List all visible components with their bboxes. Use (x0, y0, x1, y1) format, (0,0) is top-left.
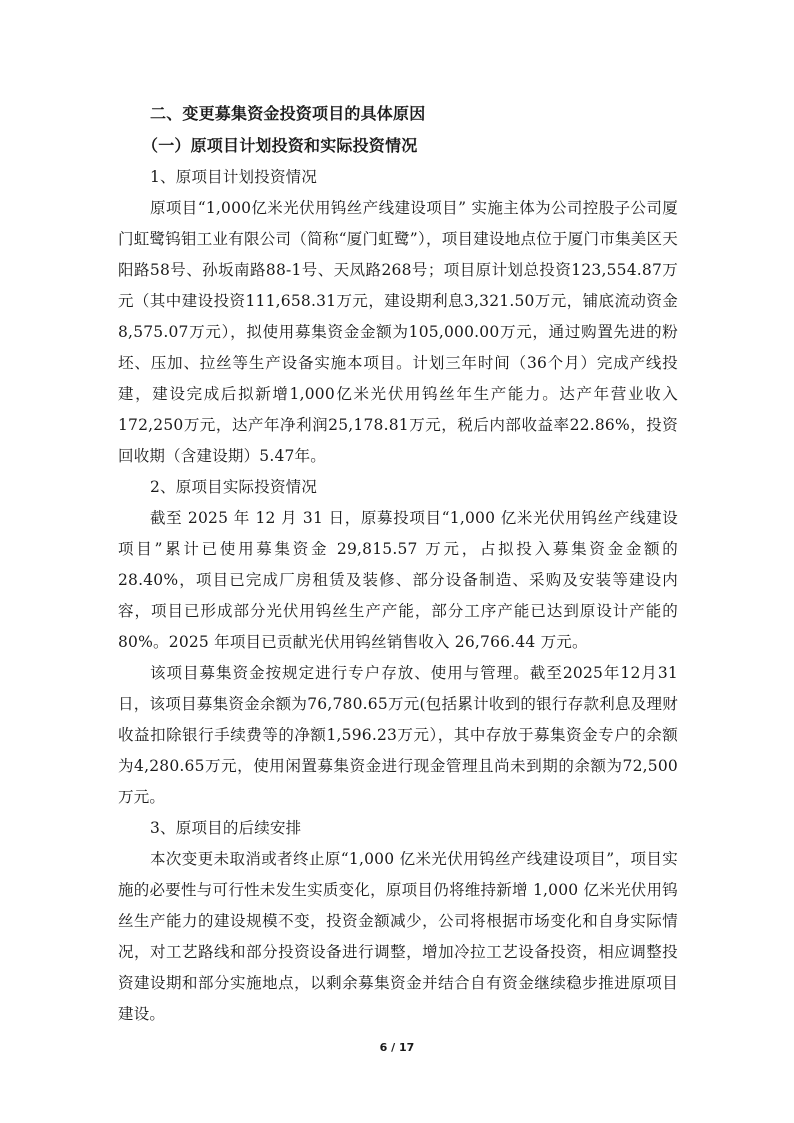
item1-heading: 1、原项目计划投资情况 (150, 168, 318, 186)
item2-heading: 2、原项目实际投资情况 (150, 478, 318, 496)
item3-heading: 3、原项目的后续安排 (150, 819, 302, 837)
item2-paragraph-1: 截至 2025 年 12 月 31 日，原募投项目“1,000 亿米光伏用钨丝产线建设项目”累计已使用募集资金 29,815.57 万元，占拟投入募集资金金额的 28.40%，项目已完成厂房租赁及装修、部分设备制造、采购及安装等建设内容，项目已形成部分光伏用钨丝生产产能，部分工序产能已达到原设计产能的 80%。2025 年项目已贡献光伏用钨丝销售收入 26,766.44 万元。 (118, 509, 678, 651)
item1-paragraph: 原项目“1,000亿米光伏用钨丝产线建设项目” 实施主体为公司控股子公司厦门虹鹭钨钼工业有限公司（简称“厦门虹鹭”），项目建设地点位于厦门市集美区天阳路58号、孙坂南路88-1号、天凤路268号；项目原计划总投资123,554.87万元（其中建设投资111,658.31万元，建设期利息3,321.50万元，铺底流动资金8,575.07万元），拟使用募集资金金额为105,000.00万元，通过购置先进的粉坯、压加、拉丝等生产设备实施本项目。计划三年时间（36个月）完成产线投建，建设完成后拟新增1,000亿米光伏用钨丝年生产能力。达产年营业收入172,250万元，达产年净利润25,178.81万元，税后内部收益率22.86%，投资回收期（含建设期）5.47年。 (118, 199, 678, 465)
section-heading: 二、变更募集资金投资项目的具体原因 (150, 104, 426, 123)
page-number: 6 / 17 (379, 1041, 415, 1054)
subsection-heading: （一）原项目计划投资和实际投资情况 (142, 136, 418, 155)
item2-paragraph-2: 该项目募集资金按规定进行专户存放、使用与管理。截至2025年12月31日，该项目募集资金余额为76,780.65万元(包括累计收到的银行存款利息及理财收益扣除银行手续费等的净额1,596.23万元），其中存放于募集资金专户的余额为4,280.65万元，使用闲置募集资金进行现金管理且尚未到期的余额为72,500万元。 (118, 664, 678, 806)
item3-paragraph: 本次变更未取消或者终止原“1,000 亿米光伏用钨丝产线建设项目”，项目实施的必要性与可行性未发生实质变化，原项目仍将维持新增 1,000 亿米光伏用钨丝生产能力的建设规模不变，投资金额减少，公司将根据市场变化和自身实际情况，对工艺路线和部分投资设备进行调整，增加冷拉工艺设备投资，相应调整投资建设期和部分实施地点，以剩余募集资金并结合自有资金继续稳步推进原项目建设。 (118, 850, 678, 1023)
document-body (118, 98, 678, 1030)
